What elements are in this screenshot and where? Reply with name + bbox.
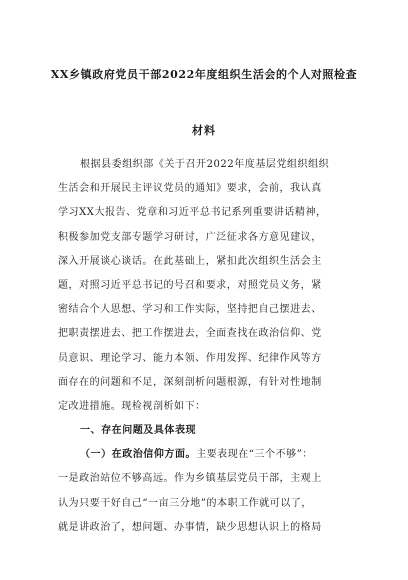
paragraph-line: 密结合个人思想、学习和工作实际，坚持把自己摆进去、 (58, 304, 322, 316)
subsection-heading-lead: （一）在政治信仰方面。 (80, 449, 197, 461)
document-title-continued: 材料 (192, 124, 216, 137)
document-title: XX乡镇政府党员干部2022年度组织生活会的个人对照检查 (50, 68, 358, 81)
paragraph-line: 学习XX大报告、党章和习近平总书记系列重要讲话精神， (58, 207, 327, 219)
subsection-heading-text: 主要表现在“三个不够”： (196, 449, 313, 461)
paragraph-line: 深入开展谈心谈话。在此基础上，紧扣此次组织生活会主 (58, 255, 322, 267)
paragraph-line: 面存在的问题和不足，深刻剖析问题根源，有针对性地制 (58, 376, 322, 388)
paragraph-line: 就是讲政治了，想问题、办事情，缺少思想认识上的格局 (58, 521, 322, 533)
paragraph-line: 根据县委组织部《关于召开2022年度基层党组织组织 (80, 159, 330, 170)
paragraph-line: 把职责摆进去、把工作摆进去，全面查找在政治信仰、党 (58, 328, 322, 340)
paragraph-line: 员意识、理论学习、能力本领、作用发挥、纪律作风等方 (58, 352, 322, 364)
section-heading: 一、存在问题及具体表现 (80, 425, 197, 437)
paragraph-line: 一是政治站位不够高远。作为乡镇基层党员干部，主观上 (58, 473, 322, 485)
paragraph-line: 定改进措施。现检视剖析如下： (58, 400, 206, 412)
paragraph-line: 积极参加党支部专题学习研讨，广泛征求各方意见建议， (58, 231, 322, 243)
subsection-heading (58, 443, 356, 467)
paragraph-line: 题，对照习近平总书记的号召和要求，对照党员义务，紧 (58, 279, 322, 291)
paragraph-line: 生活会和开展民主评议党员的通知》要求，会前，我认真 (58, 183, 322, 195)
document-body (58, 153, 356, 540)
paragraph-line: 认为只要干好自己“一亩三分地”的本职工作就可以了， (58, 497, 312, 509)
